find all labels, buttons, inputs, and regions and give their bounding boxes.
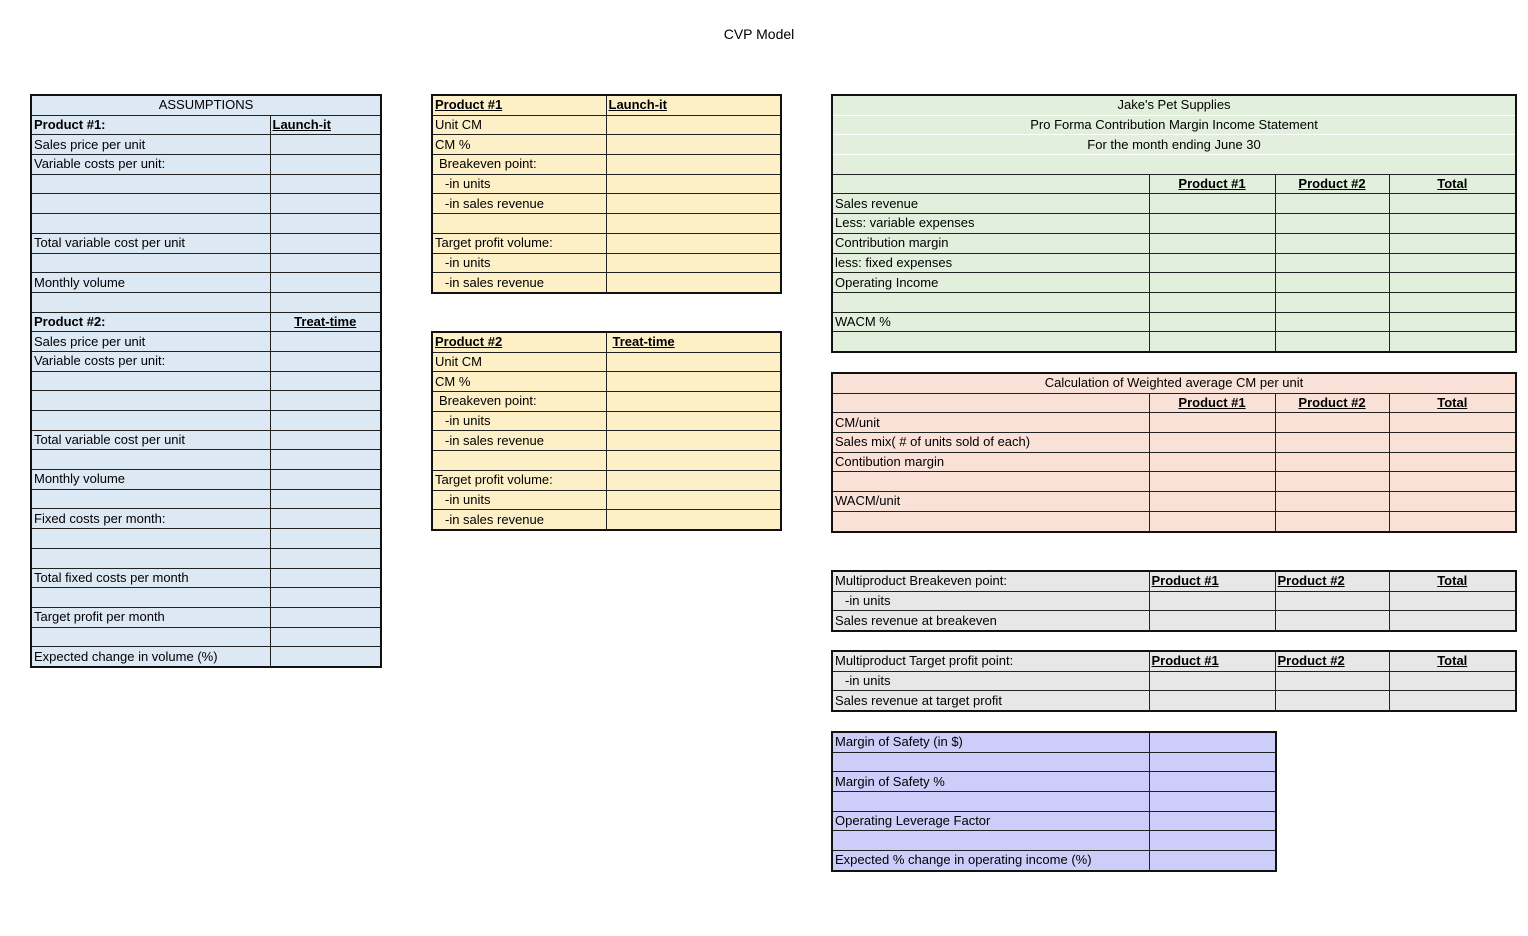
less-fixed-p1[interactable] bbox=[1149, 253, 1275, 273]
margin-pct-cell[interactable] bbox=[1149, 772, 1276, 792]
product2-table bbox=[431, 331, 782, 531]
cm-unit-p1[interactable] bbox=[1149, 413, 1275, 433]
p1-variable-costs-label: Variable costs per unit: bbox=[31, 155, 270, 175]
empty-cell[interactable] bbox=[832, 511, 1149, 531]
p2-variable-costs-label: Variable costs per unit: bbox=[31, 351, 270, 371]
empty-cell[interactable] bbox=[270, 253, 381, 273]
col-product2: Product #2 bbox=[1275, 651, 1389, 671]
less-variable-label: Less: variable expenses bbox=[832, 214, 1149, 234]
tp-units-p2[interactable] bbox=[1275, 671, 1389, 691]
target-profit-label: Target profit per month bbox=[31, 607, 270, 627]
p1-sales-price-cell[interactable] bbox=[270, 135, 381, 155]
col-product1: Product #1 bbox=[1149, 651, 1275, 671]
empty-cell[interactable] bbox=[606, 214, 781, 234]
statement-title: Pro Forma Contribution Margin Income Statement bbox=[832, 115, 1516, 135]
p2-tp-units-label: -in units bbox=[432, 490, 606, 510]
be-sales-p2[interactable] bbox=[1275, 611, 1389, 631]
contib-p1[interactable] bbox=[1149, 452, 1275, 472]
p2-sales-price-label: Sales price per unit bbox=[31, 332, 270, 352]
empty-cell[interactable] bbox=[31, 450, 270, 470]
wacm-unit-p1[interactable] bbox=[1149, 492, 1275, 512]
oi-p2[interactable] bbox=[1275, 273, 1389, 293]
p1-breakeven-cell[interactable] bbox=[606, 155, 781, 175]
empty-cell[interactable] bbox=[31, 253, 270, 273]
p1-variable-cost-row3[interactable] bbox=[31, 214, 270, 234]
product2-label: Product #2: bbox=[31, 312, 270, 332]
tp-units-total[interactable] bbox=[1389, 671, 1516, 691]
sales-mix-p1[interactable] bbox=[1149, 433, 1275, 453]
product1-name: Launch-it bbox=[270, 115, 381, 135]
tp-sales-p1[interactable] bbox=[1149, 691, 1275, 711]
empty-cell[interactable] bbox=[1275, 332, 1389, 352]
less-fixed-label: less: fixed expenses bbox=[832, 253, 1149, 273]
less-variable-p2[interactable] bbox=[1275, 214, 1389, 234]
p1-be-units-label: -in units bbox=[432, 174, 606, 194]
p1-variable-cost-row2[interactable] bbox=[31, 194, 270, 214]
empty-cell[interactable] bbox=[832, 332, 1149, 352]
product1-table bbox=[431, 94, 782, 294]
col-total: Total bbox=[1389, 174, 1516, 194]
empty-cell[interactable] bbox=[606, 451, 781, 471]
wacm-unit-p2[interactable] bbox=[1275, 492, 1389, 512]
fixed-cost-row1-value[interactable] bbox=[270, 529, 381, 549]
col-total: Total bbox=[1389, 651, 1516, 671]
p1-tp-sales-label: -in sales revenue bbox=[432, 273, 606, 293]
wacm-unit-label: WACM/unit bbox=[832, 492, 1149, 512]
empty-cell[interactable] bbox=[432, 214, 606, 234]
empty-cell[interactable] bbox=[1275, 292, 1389, 312]
p2-tp-sales-cell[interactable] bbox=[606, 510, 781, 530]
fixed-costs-cell[interactable] bbox=[270, 509, 381, 529]
margin-pct-label: Margin of Safety % bbox=[832, 772, 1149, 792]
leverage-label: Operating Leverage Factor bbox=[832, 811, 1149, 831]
p2-sales-price-cell[interactable] bbox=[270, 332, 381, 352]
target-profit-cell[interactable] bbox=[270, 607, 381, 627]
company-name: Jake's Pet Supplies bbox=[832, 95, 1516, 115]
expected-change-cell[interactable] bbox=[270, 647, 381, 667]
wacm-table bbox=[831, 372, 1517, 533]
empty-cell[interactable] bbox=[270, 627, 381, 647]
p1-tp-units-label: -in units bbox=[432, 253, 606, 273]
empty-cell[interactable] bbox=[832, 792, 1149, 812]
p2-unit-cm-cell[interactable] bbox=[606, 352, 781, 372]
p1-total-variable-cell[interactable] bbox=[270, 233, 381, 253]
be-sales-p1[interactable] bbox=[1149, 611, 1275, 631]
cm-unit-label: CM/unit bbox=[832, 413, 1149, 433]
product1-label: Product #1: bbox=[31, 115, 270, 135]
fixed-cost-row1[interactable] bbox=[31, 529, 270, 549]
tp-units-label: -in units bbox=[832, 671, 1149, 691]
be-units-p1[interactable] bbox=[1149, 591, 1275, 611]
contibution-margin-label: Contibution margin bbox=[832, 452, 1149, 472]
cm-unit-p2[interactable] bbox=[1275, 413, 1389, 433]
p1-cm-pct-cell[interactable] bbox=[606, 135, 781, 155]
less-fixed-total[interactable] bbox=[1389, 253, 1516, 273]
p1-sales-price-label: Sales price per unit bbox=[31, 135, 270, 155]
assumptions-header: ASSUMPTIONS bbox=[31, 95, 381, 115]
empty-cell[interactable] bbox=[432, 451, 606, 471]
statement-period: For the month ending June 30 bbox=[832, 135, 1516, 155]
breakeven-table bbox=[831, 570, 1517, 632]
margin-dollars-label: Margin of Safety (in $) bbox=[832, 732, 1149, 752]
empty-cell[interactable] bbox=[31, 292, 270, 312]
product2-name: Treat-time bbox=[270, 312, 381, 332]
p2-variable-cost-row1[interactable] bbox=[31, 371, 270, 391]
assumptions-table bbox=[30, 94, 382, 668]
empty-cell[interactable] bbox=[1149, 472, 1275, 492]
wacm-pct-total[interactable] bbox=[1389, 312, 1516, 332]
wacm-unit-total[interactable] bbox=[1389, 492, 1516, 512]
empty-cell[interactable] bbox=[832, 174, 1149, 194]
p1-be-units-cell[interactable] bbox=[606, 174, 781, 194]
empty-cell[interactable] bbox=[1275, 511, 1389, 531]
wacm-pct-p1[interactable] bbox=[1149, 312, 1275, 332]
wacm-pct-p2[interactable] bbox=[1275, 312, 1389, 332]
p2-variable-cost-row3-value[interactable] bbox=[270, 411, 381, 431]
p1-monthly-volume-cell[interactable] bbox=[270, 273, 381, 293]
tp-sales-p2[interactable] bbox=[1275, 691, 1389, 711]
p2-cm-pct-cell[interactable] bbox=[606, 372, 781, 392]
expected-change-label: Expected change in volume (%) bbox=[31, 647, 270, 667]
empty-cell[interactable] bbox=[832, 393, 1149, 413]
tp-sales-label: Sales revenue at target profit bbox=[832, 691, 1149, 711]
empty-cell[interactable] bbox=[270, 450, 381, 470]
p2-variable-cost-row1-value[interactable] bbox=[270, 371, 381, 391]
empty-cell[interactable] bbox=[832, 472, 1149, 492]
p2-variable-cost-row2[interactable] bbox=[31, 391, 270, 411]
empty-cell bbox=[832, 155, 1516, 175]
less-variable-total[interactable] bbox=[1389, 214, 1516, 234]
total-fixed-cell[interactable] bbox=[270, 568, 381, 588]
tp-units-p1[interactable] bbox=[1149, 671, 1275, 691]
col-product2: Product #2 bbox=[1275, 393, 1389, 413]
col-total: Total bbox=[1389, 571, 1516, 591]
p2-be-units-label: -in units bbox=[432, 411, 606, 431]
margin-dollars-cell[interactable] bbox=[1149, 732, 1276, 752]
p2-cm-pct-label: CM % bbox=[432, 372, 606, 392]
empty-cell[interactable] bbox=[1275, 472, 1389, 492]
p2-be-sales-label: -in sales revenue bbox=[432, 431, 606, 451]
p2-be-sales-cell[interactable] bbox=[606, 431, 781, 451]
sales-mix-label: Sales mix( # of units sold of each) bbox=[832, 433, 1149, 453]
sales-revenue-p1[interactable] bbox=[1149, 194, 1275, 214]
sales-revenue-total[interactable] bbox=[1389, 194, 1516, 214]
oi-total[interactable] bbox=[1389, 273, 1516, 293]
oi-p1[interactable] bbox=[1149, 273, 1275, 293]
p1-monthly-volume-label: Monthly volume bbox=[31, 273, 270, 293]
p2-monthly-volume-label: Monthly volume bbox=[31, 470, 270, 490]
col-product2: Product #2 bbox=[1275, 571, 1389, 591]
sales-revenue-p2[interactable] bbox=[1275, 194, 1389, 214]
tp-sales-total[interactable] bbox=[1389, 691, 1516, 711]
empty-cell[interactable] bbox=[1389, 292, 1516, 312]
empty-cell[interactable] bbox=[1389, 511, 1516, 531]
p2-variable-cost-row3[interactable] bbox=[31, 411, 270, 431]
product1-table-name: Launch-it bbox=[606, 95, 781, 115]
p2-monthly-volume-cell[interactable] bbox=[270, 470, 381, 490]
empty-cell[interactable] bbox=[1149, 292, 1275, 312]
empty-cell[interactable] bbox=[1149, 511, 1275, 531]
p1-target-volume-cell[interactable] bbox=[606, 233, 781, 253]
less-variable-p1[interactable] bbox=[1149, 214, 1275, 234]
empty-cell[interactable] bbox=[31, 627, 270, 647]
income-statement-table bbox=[831, 94, 1517, 353]
fixed-cost-row2[interactable] bbox=[31, 548, 270, 568]
breakeven-title: Multiproduct Breakeven point: bbox=[832, 571, 1149, 591]
wacm-pct-label: WACM % bbox=[832, 312, 1149, 332]
target-profit-table bbox=[831, 650, 1517, 712]
empty-cell[interactable] bbox=[1149, 792, 1276, 812]
operating-income-label: Operating Income bbox=[832, 273, 1149, 293]
fixed-costs-label: Fixed costs per month: bbox=[31, 509, 270, 529]
expected-oi-change-label: Expected % change in operating income (%) bbox=[832, 851, 1149, 871]
empty-cell[interactable] bbox=[832, 292, 1149, 312]
empty-cell[interactable] bbox=[1149, 332, 1275, 352]
empty-cell[interactable] bbox=[31, 489, 270, 509]
p1-target-volume-label: Target profit volume: bbox=[432, 233, 606, 253]
p1-variable-costs-cell[interactable] bbox=[270, 155, 381, 175]
contib-p2[interactable] bbox=[1275, 452, 1389, 472]
safety-table bbox=[831, 731, 1277, 872]
p2-tp-sales-label: -in sales revenue bbox=[432, 510, 606, 530]
sales-mix-p2[interactable] bbox=[1275, 433, 1389, 453]
cm-total[interactable] bbox=[1389, 233, 1516, 253]
p1-variable-cost-row1-value[interactable] bbox=[270, 174, 381, 194]
empty-cell[interactable] bbox=[832, 752, 1149, 772]
p2-unit-cm-label: Unit CM bbox=[432, 352, 606, 372]
p1-variable-cost-row3-value[interactable] bbox=[270, 214, 381, 234]
be-units-total[interactable] bbox=[1389, 591, 1516, 611]
product2-table-name: Treat-time bbox=[606, 332, 781, 352]
empty-cell[interactable] bbox=[31, 588, 270, 608]
p2-breakeven-cell[interactable] bbox=[606, 392, 781, 412]
cm-unit-total[interactable] bbox=[1389, 413, 1516, 433]
col-product1: Product #1 bbox=[1149, 571, 1275, 591]
p1-variable-cost-row1[interactable] bbox=[31, 174, 270, 194]
col-product1: Product #1 bbox=[1149, 393, 1275, 413]
empty-cell[interactable] bbox=[270, 292, 381, 312]
p1-tp-sales-cell[interactable] bbox=[606, 273, 781, 293]
empty-cell[interactable] bbox=[1389, 472, 1516, 492]
be-units-label: -in units bbox=[832, 591, 1149, 611]
be-sales-total[interactable] bbox=[1389, 611, 1516, 631]
p2-target-volume-label: Target profit volume: bbox=[432, 470, 606, 490]
product2-table-header: Product #2 bbox=[432, 332, 606, 352]
empty-cell[interactable] bbox=[270, 489, 381, 509]
cm-p2[interactable] bbox=[1275, 233, 1389, 253]
contib-total[interactable] bbox=[1389, 452, 1516, 472]
target-title: Multiproduct Target profit point: bbox=[832, 651, 1149, 671]
col-product2: Product #2 bbox=[1275, 174, 1389, 194]
p2-variable-cost-row2-value[interactable] bbox=[270, 391, 381, 411]
product1-table-header: Product #1 bbox=[432, 95, 606, 115]
p2-tp-units-cell[interactable] bbox=[606, 490, 781, 510]
less-fixed-p2[interactable] bbox=[1275, 253, 1389, 273]
sales-revenue-label: Sales revenue bbox=[832, 194, 1149, 214]
p2-be-units-cell[interactable] bbox=[606, 411, 781, 431]
p1-variable-cost-row2-value[interactable] bbox=[270, 194, 381, 214]
sales-mix-total[interactable] bbox=[1389, 433, 1516, 453]
p1-breakeven-label: Breakeven point: bbox=[432, 155, 606, 175]
cm-p1[interactable] bbox=[1149, 233, 1275, 253]
be-units-p2[interactable] bbox=[1275, 591, 1389, 611]
p2-target-volume-cell[interactable] bbox=[606, 470, 781, 490]
p1-unit-cm-cell[interactable] bbox=[606, 115, 781, 135]
col-product1: Product #1 bbox=[1149, 174, 1275, 194]
p2-breakeven-label: Breakeven point: bbox=[432, 392, 606, 412]
p2-total-variable-label: Total variable cost per unit bbox=[31, 430, 270, 450]
col-total: Total bbox=[1389, 393, 1516, 413]
p1-cm-pct-label: CM % bbox=[432, 135, 606, 155]
page-title: CVP Model bbox=[723, 26, 795, 42]
empty-cell[interactable] bbox=[270, 588, 381, 608]
p1-tp-units-cell[interactable] bbox=[606, 253, 781, 273]
empty-cell[interactable] bbox=[1149, 752, 1276, 772]
empty-cell[interactable] bbox=[1389, 332, 1516, 352]
p2-variable-costs-cell[interactable] bbox=[270, 351, 381, 371]
p2-total-variable-cell[interactable] bbox=[270, 430, 381, 450]
wacm-title: Calculation of Weighted average CM per unit bbox=[832, 373, 1516, 393]
empty-cell[interactable] bbox=[832, 831, 1149, 851]
empty-cell[interactable] bbox=[1149, 831, 1276, 851]
fixed-cost-row2-value[interactable] bbox=[270, 548, 381, 568]
leverage-cell[interactable] bbox=[1149, 811, 1276, 831]
contribution-margin-label: Contribution margin bbox=[832, 233, 1149, 253]
be-sales-label: Sales revenue at breakeven bbox=[832, 611, 1149, 631]
p1-total-variable-label: Total variable cost per unit bbox=[31, 233, 270, 253]
p1-unit-cm-label: Unit CM bbox=[432, 115, 606, 135]
expected-oi-change-cell[interactable] bbox=[1149, 851, 1276, 871]
total-fixed-label: Total fixed costs per month bbox=[31, 568, 270, 588]
p1-be-sales-label: -in sales revenue bbox=[432, 194, 606, 214]
p1-be-sales-cell[interactable] bbox=[606, 194, 781, 214]
